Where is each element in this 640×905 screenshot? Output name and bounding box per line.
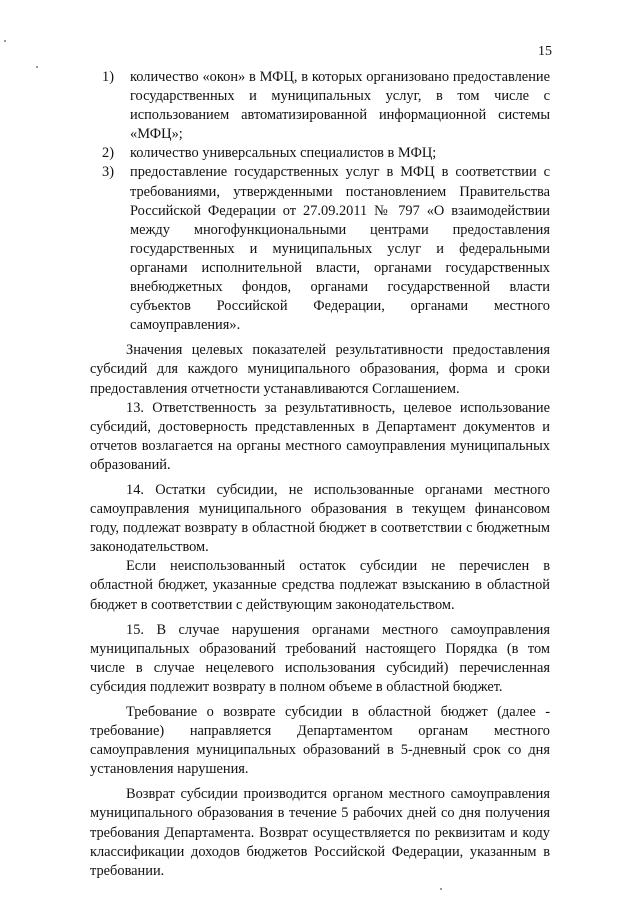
paragraph-refund-demand: Требование о возврате субсидии в областной бюджет (далее - требование) направляется Департаментом органам местного самоуправления муниципальных образований в 5-дневный срок со дня установления нарушения.	[90, 704, 550, 778]
list-item-text: количество универсальных специалистов в МФЦ;	[130, 145, 437, 162]
scan-speck	[4, 40, 6, 42]
list-item	[90, 68, 550, 144]
page-number: 15	[538, 44, 552, 59]
paragraph-15: 15. В случае нарушения органами местного самоуправления муниципальных образований требований настоящего Порядка (в том числе в случае нецелевого использования субсидий) перечисленная субсидия подлежит возврату в полном объеме в областной бюджет.	[90, 621, 550, 695]
scan-speck	[36, 66, 38, 68]
document-body	[90, 68, 550, 881]
list-item-text: количество «окон» в МФЦ, в которых организовано предоставление государственных и муниципальных услуг, в том числе с использованием автоматизированной информационной системы «МФЦ»;	[130, 69, 550, 143]
scan-speck	[440, 888, 442, 890]
list-item	[90, 144, 550, 163]
list-item-number: 3)	[102, 164, 114, 181]
paragraph-refund-procedure: Возврат субсидии производится органом местного самоуправления муниципального образования в течение 5 рабочих дней со дня получения требования Департамента. Возврат осуществляется по реквизитам и коду классификации доходов бюджетов Российской Федерации, указанным в требовании.	[90, 786, 550, 879]
paragraph-14: 14. Остатки субсидии, не использованные органами местного самоуправления муниципального образования в текущем финансовом году, подлежат возврату в областной бюджет в соответствии с бюджетным законодательством.	[90, 481, 550, 556]
paragraph-13: 13. Ответственность за результативность, целевое использование субсидий, достоверность представленных в Департамент документов и отчетов возлагается на органы местного самоуправления муниципальных образований.	[90, 399, 550, 473]
list-item-number: 1)	[102, 69, 114, 85]
paragraph-indicators: Значения целевых показателей результативности предоставления субсидий для каждого муниципального образования, форма и сроки предоставления отчетности устанавливаются Соглашением.	[90, 342, 550, 397]
list-item	[90, 163, 550, 335]
list-item-text: предоставление государственных услуг в МФЦ в соответствии с требованиями, утвержденными постановлением Правительства Российской Федерации от 27.09.2011 № 797 «О взаимодействии между многофункциональными центрами предоставления государственных и муниципальных услуг и федеральными органами исполнительной власти, органами государственных внебюджетных фондов, органами государственной власти субъектов Российской Федерации, органами местного самоуправления».	[130, 164, 550, 334]
list-item-number: 2)	[102, 145, 114, 162]
paragraph-unused-balance: Если неиспользованный остаток субсидии не перечислен в областной бюджет, указанные средства подлежат взысканию в областной бюджет в соответствии с действующим законодательством.	[90, 558, 550, 613]
